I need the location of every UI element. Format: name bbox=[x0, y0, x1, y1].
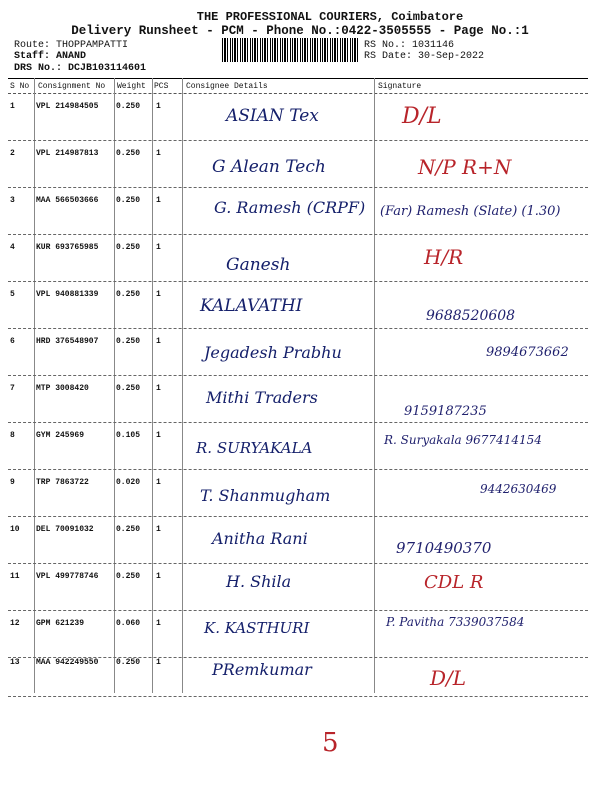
row-consignee: T. Shanmugham bbox=[200, 486, 331, 505]
page-mark: 5 bbox=[322, 728, 339, 758]
row-consignment: GPM 621239 bbox=[36, 619, 85, 628]
row-signature: D/L bbox=[402, 104, 442, 129]
row-signature: CDL R bbox=[424, 572, 484, 593]
row-consignee: KALAVATHI bbox=[200, 296, 303, 316]
col-header-signature: Signature bbox=[378, 82, 422, 91]
col-header-sno: S No bbox=[10, 82, 30, 91]
row-consignee: G Alean Tech bbox=[212, 157, 326, 177]
table-row bbox=[0, 564, 600, 611]
table-row bbox=[0, 282, 600, 329]
row-consignee: H. Shila bbox=[226, 572, 292, 591]
rs-date: RS Date: 30-Sep-2022 bbox=[364, 51, 485, 62]
table-row bbox=[0, 517, 600, 564]
row-pcs: 1 bbox=[156, 619, 161, 628]
col-header-weight: Weight bbox=[117, 82, 146, 91]
row-pcs: 1 bbox=[156, 658, 161, 667]
row-sno: 13 bbox=[10, 658, 20, 667]
table-row bbox=[0, 650, 600, 697]
row-weight: 0.250 bbox=[116, 102, 141, 111]
row-consignment: DEL 70091032 bbox=[36, 525, 94, 534]
row-sno: 4 bbox=[10, 243, 15, 252]
row-pcs: 1 bbox=[156, 243, 161, 252]
row-weight: 0.250 bbox=[116, 384, 141, 393]
row-consignment: MTP 3008420 bbox=[36, 384, 89, 393]
col-header-consignment: Consignment No bbox=[38, 82, 106, 91]
row-consignment: KUR 693765985 bbox=[36, 243, 99, 252]
row-consignee: R. SURYAKALA bbox=[196, 439, 313, 457]
row-weight: 0.060 bbox=[116, 619, 141, 628]
row-signature: 9710490370 bbox=[396, 539, 492, 557]
route-label: Route: THOPPAMPATTI bbox=[14, 40, 129, 51]
row-consignment: HRD 376548907 bbox=[36, 337, 99, 346]
table-row bbox=[0, 94, 600, 141]
row-sno: 12 bbox=[10, 619, 20, 628]
col-header-consignee: Consignee Details bbox=[186, 82, 268, 91]
company-title: THE PROFESSIONAL COURIERS, Coimbatore bbox=[196, 10, 464, 24]
table-row bbox=[0, 470, 600, 517]
row-signature: 9688520608 bbox=[426, 308, 516, 324]
drs-number: DRS No.: DCJB103114601 bbox=[14, 63, 147, 74]
table-row bbox=[0, 188, 600, 235]
row-signature: P. Pavitha 7339037584 bbox=[386, 615, 525, 629]
barcode-image bbox=[222, 38, 358, 62]
row-signature: N/P R+N bbox=[418, 155, 512, 179]
row-sno: 1 bbox=[10, 102, 15, 111]
row-consignment: MAA 566503666 bbox=[36, 196, 99, 205]
row-pcs: 1 bbox=[156, 525, 161, 534]
row-signature: 9442630469 bbox=[480, 482, 557, 496]
row-weight: 0.250 bbox=[116, 196, 141, 205]
row-pcs: 1 bbox=[156, 196, 161, 205]
row-signature: D/L bbox=[430, 666, 467, 690]
row-weight: 0.250 bbox=[116, 337, 141, 346]
row-consignee: Mithi Traders bbox=[206, 388, 318, 407]
row-pcs: 1 bbox=[156, 149, 161, 158]
row-pcs: 1 bbox=[156, 431, 161, 440]
table-row bbox=[0, 329, 600, 376]
row-consignment: VPL 940881339 bbox=[36, 290, 99, 299]
row-signature: 9159187235 bbox=[404, 404, 487, 419]
row-sno: 6 bbox=[10, 337, 15, 346]
row-consignee: ASIAN Tex bbox=[226, 106, 319, 126]
row-signature: (Far) Ramesh (Slate) (1.30) bbox=[380, 204, 561, 219]
row-pcs: 1 bbox=[156, 384, 161, 393]
row-signature: R. Suryakala 9677414154 bbox=[384, 433, 542, 447]
runsheet-title: Delivery Runsheet - PCM - Phone No.:0422-3505555 - Page No.:1 bbox=[71, 24, 529, 38]
table-row bbox=[0, 141, 600, 188]
row-consignee: Ganesh bbox=[226, 255, 291, 275]
row-consignment: VPL 499778746 bbox=[36, 572, 99, 581]
table-row bbox=[0, 423, 600, 470]
row-sno: 2 bbox=[10, 149, 15, 158]
row-weight: 0.105 bbox=[116, 431, 141, 440]
rs-number: RS No.: 1031146 bbox=[364, 40, 455, 51]
row-weight: 0.250 bbox=[116, 149, 141, 158]
row-signature: H/R bbox=[424, 245, 464, 269]
row-consignee: K. KASTHURI bbox=[204, 619, 310, 637]
row-consignee: G. Ramesh (CRPF) bbox=[214, 198, 366, 217]
row-signature: 9894673662 bbox=[486, 345, 569, 360]
row-weight: 0.250 bbox=[116, 290, 141, 299]
table-row bbox=[0, 376, 600, 423]
row-consignee: Jegadesh Prabhu bbox=[204, 343, 342, 362]
row-weight: 0.250 bbox=[116, 243, 141, 252]
header-divider bbox=[8, 78, 588, 79]
row-sno: 10 bbox=[10, 525, 20, 534]
row-consignment: TRP 7863722 bbox=[36, 478, 89, 487]
row-weight: 0.250 bbox=[116, 572, 141, 581]
row-weight: 0.020 bbox=[116, 478, 141, 487]
row-weight: 0.250 bbox=[116, 658, 141, 667]
row-sno: 7 bbox=[10, 384, 15, 393]
col-header-pcs: PCS bbox=[154, 82, 169, 91]
row-pcs: 1 bbox=[156, 478, 161, 487]
row-consignee: Anitha Rani bbox=[212, 529, 308, 548]
row-sno: 8 bbox=[10, 431, 15, 440]
table-row bbox=[0, 235, 600, 282]
row-weight: 0.250 bbox=[116, 525, 141, 534]
row-consignment: VPL 214987813 bbox=[36, 149, 99, 158]
row-consignment: MAA 942249550 bbox=[36, 658, 99, 667]
row-pcs: 1 bbox=[156, 337, 161, 346]
row-pcs: 1 bbox=[156, 572, 161, 581]
row-consignment: GYM 245969 bbox=[36, 431, 85, 440]
row-sno: 9 bbox=[10, 478, 15, 487]
row-sno: 11 bbox=[10, 572, 20, 581]
staff-label: Staff: ANAND bbox=[14, 51, 87, 62]
row-pcs: 1 bbox=[156, 290, 161, 299]
row-consignee: PRemkumar bbox=[212, 660, 312, 679]
row-pcs: 1 bbox=[156, 102, 161, 111]
row-consignment: VPL 214984505 bbox=[36, 102, 99, 111]
row-sno: 5 bbox=[10, 290, 15, 299]
row-sno: 3 bbox=[10, 196, 15, 205]
